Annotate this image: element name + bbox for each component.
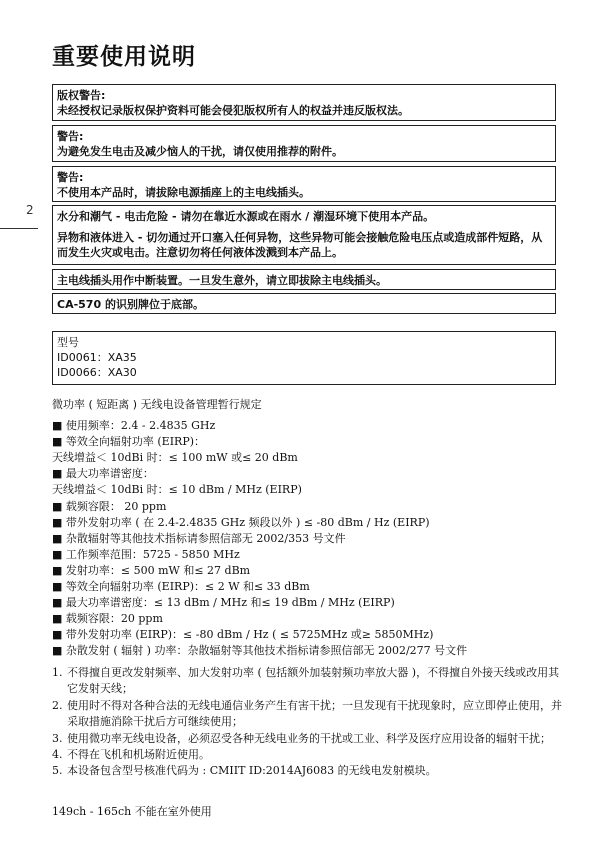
water-warning-text: 水分和潮气 - 电击危险 - 请勿在靠近水源或在雨水 / 潮湿环境下使用本产品。 [57, 210, 435, 223]
list-text: 使用时不得对各种合法的无线电通信业务产生有害干扰；一旦发现有干扰现象时，应立即停止使用，并采取措施消除干扰后方可继续使用； [67, 698, 562, 729]
regulation-section [52, 397, 572, 660]
side-divider [0, 228, 38, 229]
warning-text: 为避免发生电击及减少恼人的干扰，请仅使用推荐的附件。 [57, 145, 343, 158]
regulation-line: ■ 杂散发射 ( 辐射 ) 功率：杂散辐射等其他技术指标请参照信部无 2002/277 号文件 [52, 644, 468, 658]
regulation-line: ■ 发射功率：≤ 500 mW 和≤ 27 dBm [52, 563, 251, 577]
regulation-line: ■ 载频容限：20 ppm [52, 612, 163, 626]
warning-heading: 版权警告: [57, 89, 106, 102]
regulation-line: ■ 使用频率：2.4 - 2.4835 GHz [52, 419, 216, 433]
regulation-line: ■ 最大功率谱密度：≤ 13 dBm / MHz 和≤ 19 dBm / MHz (EIRP) [52, 596, 395, 610]
regulation-heading: 微功率 ( 短距离 ) 无线电设备管理暂行规定 [52, 398, 262, 411]
warning-text: 不使用本产品时，请拔除电源插座上的主电线插头。 [57, 186, 310, 199]
regulation-line: ■ 杂散辐射等其他技术指标请参照信部无 2002/353 号文件 [52, 531, 346, 545]
regulation-line: 天线增益＜ 10dBi 时：≤ 100 mW 或≤ 20 dBm [52, 451, 298, 465]
plug-notice-box [52, 269, 556, 290]
list-item [52, 698, 562, 731]
model-box [52, 331, 556, 385]
list-text: 本设备包含型号核准代码为 : CMIIT ID:2014AJ6083 的无线电发射模块。 [67, 764, 437, 778]
model-line: ID0061：XA35 [57, 351, 137, 364]
copyright-warning-box [52, 84, 556, 121]
list-number: 4. [52, 748, 63, 762]
page-number: 2 [26, 203, 34, 217]
regulation-line: ■ 最大功率谱密度： [52, 467, 154, 481]
warning-heading: 警告: [57, 130, 84, 143]
regulation-line: ■ 等效全向辐射功率 (EIRP)： [52, 435, 206, 449]
model-label: 型号 [57, 336, 79, 349]
regulation-line: 天线增益＜ 10dBi 时：≤ 10 dBm / MHz (EIRP) [52, 483, 302, 497]
list-number: 2. [52, 698, 63, 712]
list-text: 使用微功率无线电设备，必须忍受各种无线电业务的干扰或工业、科学及医疗应用设备的辐射干扰； [67, 731, 551, 745]
regulation-line: ■ 带外发射功率 (EIRP)：≤ -80 dBm / Hz ( ≤ 5725MHz 或≥ 5850MHz) [52, 628, 434, 642]
unplug-warning-box [52, 166, 556, 202]
channel-restriction-note: 149ch - 165ch 不能在室外使用 [52, 805, 212, 818]
label-location-text: CA-570 的识别牌位于底部。 [57, 298, 204, 311]
plug-notice-text: 主电线插头用作中断装置。一旦发生意外，请立即拔除主电线插头。 [57, 274, 387, 287]
warning-heading: 警告: [57, 171, 84, 184]
list-text: 不得擅自更改发射频率、加大发射功率 ( 包括额外加装射频功率放大器 )，不得擅自外接天线或改用其它发射天线； [67, 666, 560, 696]
list-number: 3. [52, 731, 63, 745]
model-line: ID0066：XA30 [57, 366, 137, 379]
list-text: 不得在飞机和机场附近使用。 [67, 748, 210, 762]
water-hazard-box [52, 205, 556, 265]
regulation-line: ■ 等效全向辐射功率 (EIRP)：≤ 2 W 和≤ 33 dBm [52, 580, 310, 594]
list-item [52, 731, 562, 747]
foreign-object-warning-text: 异物和液体进入 - 切勿通过开口塞入任何异物，这些异物可能会接触危险电压点或造成部件短路，从而发生火灾或电击。注意切勿将任何液体泼溅到本产品上。 [57, 231, 543, 259]
regulation-line: ■ 工作频率范围：5725 - 5850 MHz [52, 547, 240, 561]
list-item [52, 665, 562, 698]
list-number: 1. [52, 666, 63, 679]
label-location-box [52, 293, 556, 314]
accessory-warning-box [52, 125, 556, 162]
page-title: 重要使用说明 [52, 44, 196, 70]
list-number: 5. [52, 764, 63, 778]
regulation-line: ■ 带外发射功率 ( 在 2.4-2.4835 GHz 频段以外 ) ≤ -80 dBm / Hz (EIRP) [52, 515, 430, 529]
regulation-line: ■ 载频容限： 20 ppm [52, 499, 167, 513]
notes-list [52, 665, 562, 780]
list-item [52, 763, 562, 779]
warning-text: 未经授权记录版权保护资料可能会侵犯版权所有人的权益并违反版权法。 [57, 104, 409, 117]
list-item [52, 747, 562, 763]
